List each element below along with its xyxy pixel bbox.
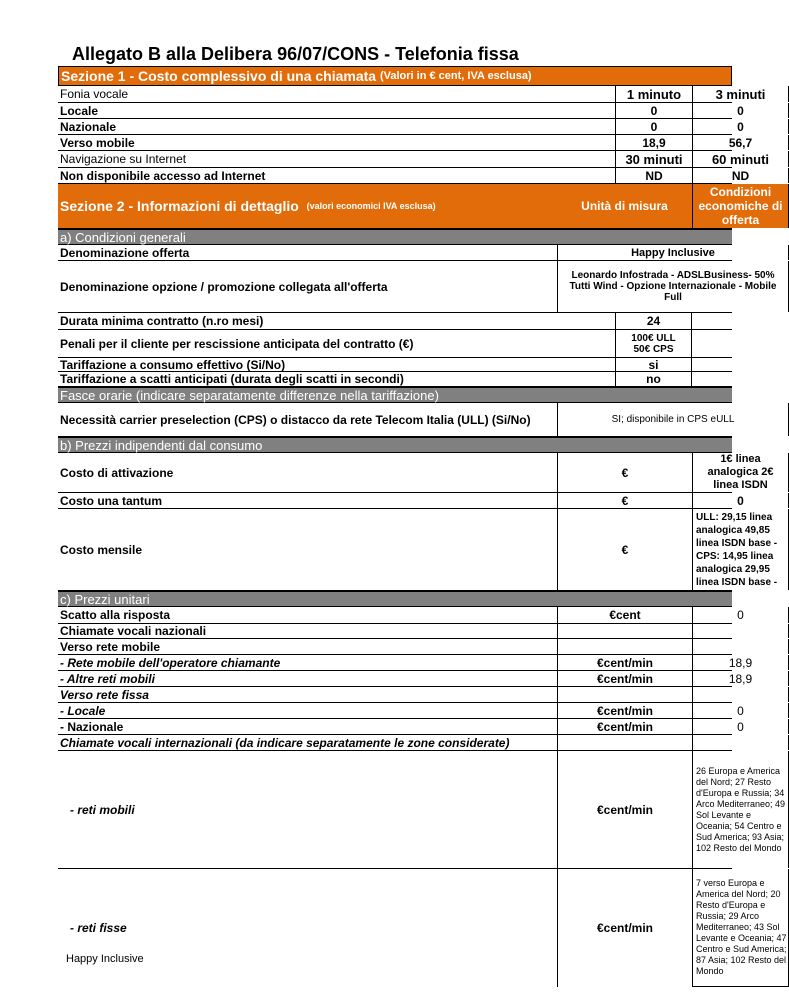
row-label: Penali per il cliente per rescissione anticipata del contratto (€) [60,336,414,351]
row-value-2: ND [692,168,789,183]
table-row [58,493,744,509]
section-b-title: b) Prezzi indipendenti dal consumo [60,437,263,453]
row-label: Non disponibile accesso ad Internet [60,168,266,183]
row-unit: €cent/min [557,719,692,734]
row-unit: €cent/min [557,671,692,686]
cps-value: SI; disponibile in CPS eULL [557,403,789,436]
row-label: - Rete mobile dell'operatore chiamante [60,655,281,670]
section-a-title: a) Condizioni generali [60,229,186,245]
row-label: Chiamate vocali internazionali (da indicare separatamente le zone considerate) [60,735,510,750]
internet-header-row [58,151,770,168]
row-value: 24 [615,313,692,329]
table-row [58,261,777,313]
section-c-title: c) Prezzi unitari [60,591,150,607]
section-b-header [58,437,732,453]
row-label: Verso mobile [60,135,135,150]
table-row [58,103,744,119]
table-row [58,403,735,437]
row-value: 0 [692,607,789,623]
cond-header: Condizioni economiche di offerta [692,184,789,228]
row-unit: €cent/min [557,703,692,718]
row-unit: €cent/min [557,869,692,987]
table-row [58,168,750,184]
row-label: Scatto alla risposta [60,608,171,622]
fonia-header-row [58,86,766,103]
row-value-2: 0 [692,103,789,118]
row-value: 26 Europa e America del Nord; 27 Resto d'Europa e Russia; 34 Arco Mediterraneo; 49 Sol Levante e Oceania; 54 Centro e Sud America; 93 Asia; 102 Resto del Mondo [692,751,789,868]
row-label: Durata minima contratto (n.ro mesi) [60,314,264,328]
row-unit: € [557,493,692,508]
table-row [58,624,732,639]
page-footer: Happy Inclusive [66,953,144,965]
row-label: - reti fisse [70,921,127,935]
table-row [58,655,753,671]
row-value: 18,9 [692,671,789,686]
col-3-minuti: 3 minuti [692,86,789,102]
table-row [58,719,744,735]
row-value: 0 [692,719,789,734]
table-row [58,135,753,151]
section1-title: Sezione 1 - Costo complessivo di una chiamata [61,68,377,84]
table-row [58,330,732,358]
table-row [58,671,753,687]
col-60-minuti: 60 minuti [692,151,789,167]
row-label: Costo mensile [60,542,143,557]
row-label: Costo una tantum [60,493,162,508]
row-value-1: ND [615,168,692,183]
table-row [58,372,732,387]
table-row [58,509,778,591]
table-row [58,453,774,493]
row-label: - reti mobili [70,802,135,817]
page-title: Allegato B alla Delibera 96/07/CONS - Telefonia fissa [72,44,519,64]
table-row [58,358,732,372]
row-unit: €cent/min [557,751,692,868]
row-value-2: 0 [692,119,789,134]
table-row [58,607,744,624]
offer-name: Happy Inclusive [557,245,789,260]
row-label: Necessità carrier preselection (CPS) o distacco da rete Telecom Italia (ULL) (Si/No) [60,412,531,427]
section1-note: (Valori in € cent, IVA esclusa) [379,70,532,82]
row-unit: €cent/min [557,655,692,670]
fasce-title: Fasce orarie (indicare separatamente differenze nella tariffazione) [60,387,439,403]
table-row [58,703,744,719]
table-row [58,869,787,987]
section2-header [58,184,783,229]
row-label: Tariffazione a consumo effettivo (Si/No) [60,357,286,372]
row-label: Verso rete mobile [60,639,161,654]
row-unit: €cent [557,607,692,623]
table-row [58,313,732,330]
tariff-sheet [58,66,787,987]
section-c-header [58,591,732,607]
row-label: Chiamate vocali nazionali [60,624,207,638]
row-value: 100€ ULL 50€ CPS [615,330,692,357]
row-label: Costo di attivazione [60,465,174,480]
row-unit: € [557,453,692,492]
row-value-1: 0 [615,119,692,134]
fasce-header [58,387,732,403]
col-30-minuti: 30 minuti [615,151,692,167]
row-unit: € [557,509,692,590]
row-label: Denominazione opzione / promozione collegata all'offerta [60,279,388,294]
row-value: 0 [692,703,789,718]
unit-header: Unità di misura [557,184,692,228]
section2-title-cell [58,184,557,228]
col-1-minuto: 1 minuto [615,86,692,102]
option-name: Leonardo Infostrada - ADSLBusiness- 50% Tutti Wind - Opzione Internazionale - Mobile Full [557,261,789,312]
row-label: Tariffazione a scatti anticipati (durata degli scatti in secondi) [60,372,404,386]
row-label: - Locale [60,703,106,718]
section2-title: Sezione 2 - Informazioni di dettaglio [60,198,299,214]
table-row [58,751,786,869]
row-value: 7 verso Europa e America del Nord; 20 Resto d'Europa e Russia; 29 Arco Mediterraneo; 43 Sol Levante e Oceania; 47 Centro e Sud America; 87 Asia; 102 Resto del Mondo [692,869,789,987]
row-label: Locale [60,103,99,118]
section2-note: (valori economici IVA esclusa) [306,201,436,211]
row-value: si [615,358,692,371]
table-row [58,735,732,751]
row-value: 0 [692,493,789,508]
table-row [58,245,732,261]
internet-label: Navigazione su Internet [60,152,187,166]
section-a-header [58,229,732,245]
section1-header [58,66,732,86]
row-label: Denominazione offerta [60,245,190,260]
row-value-1: 0 [615,103,692,118]
fonia-label: Fonia vocale [60,87,129,101]
row-label: Verso rete fissa [60,687,149,702]
table-row [58,119,744,135]
table-row [58,639,732,655]
row-label: - Altre reti mobili [60,671,155,686]
row-value: no [615,372,692,386]
row-value: 18,9 [692,655,789,670]
row-value: 1€ linea analogica 2€ linea ISDN [692,453,789,492]
row-value-2: 56,7 [692,135,789,150]
row-value: ULL: 29,15 linea analogica 49,85 linea ISDN base - CPS: 14,95 linea analogica 29,95 linea ISDN base - [692,509,789,590]
row-value-1: 18,9 [615,135,692,150]
row-label: Nazionale [60,119,117,134]
table-row [58,687,732,703]
row-label: - Nazionale [60,719,124,734]
